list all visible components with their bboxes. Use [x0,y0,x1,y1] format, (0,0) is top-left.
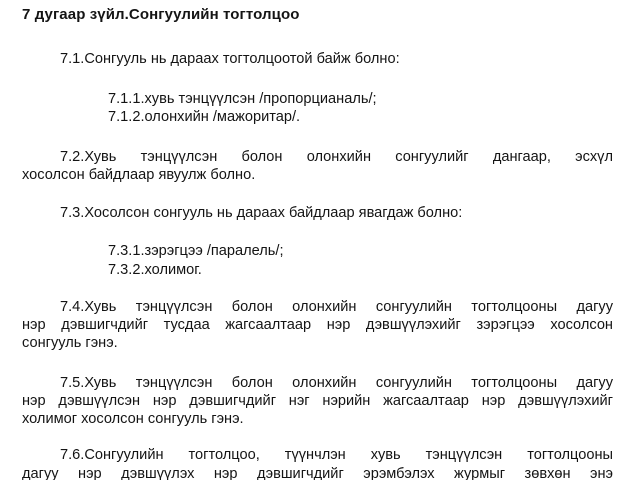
clause-7-1-1: 7.1.1.хувь тэнцүүлсэн /пропорцианаль/; [108,91,377,107]
clause-7-6-line-2: дагуу нэр дэвшүүлэх нэр дэвшигчдийг эрэмбэлэх журмыг зөвхөн энэ [22,466,613,480]
clause-7-3-intro: 7.3.Хосолсон сонгууль нь дараах байдлаар явагдаж болно: [60,205,463,221]
clause-7-4-line-1: 7.4.Хувь тэнцүүлсэн болон олонхийн сонгуулийн тогтолцооны дагуу [60,299,613,315]
clause-7-3-2: 7.3.2.холимог. [108,262,202,278]
clause-7-5-line-2: нэр дэвшүүлсэн нэр дэвшигчдийг нэг нэрийн жагсаалтаар нэр дэвшүүлэхийг [22,393,613,409]
clause-7-3-1: 7.3.1.зэрэгцээ /паралель/; [108,243,284,259]
article-heading: 7 дугаар зүйл.Сонгуулийн тогтолцоо [22,6,300,23]
clause-7-4-line-2: нэр дэвшигчдийг тусдаа жагсаалтаар нэр дэвшүүлэхийг зэрэгцээ хосолсон [22,317,613,333]
clause-7-6-line-1: 7.6.Сонгуулийн тогтолцоо, түүнчлэн хувь тэнцүүлсэн тогтолцооны [60,447,613,463]
clause-7-5-line-3: холимог хосолсон сонгууль гэнэ. [22,411,244,427]
clause-7-2-line-2: хосолсон байдлаар явуулж болно. [22,167,256,183]
clause-7-4-line-3: сонгууль гэнэ. [22,335,118,351]
clause-7-1-2: 7.1.2.олонхийн /мажоритар/. [108,109,301,125]
clause-7-1-intro: 7.1.Сонгууль нь дараах тогтолцоотой байж болно: [60,51,400,67]
clause-7-2-line-1: 7.2.Хувь тэнцүүлсэн болон олонхийн сонгуулийг дангаар, эсхүл [60,149,613,165]
clause-7-5-line-1: 7.5.Хувь тэнцүүлсэн болон олонхийн сонгуулийн тогтолцооны дагуу [60,375,613,391]
